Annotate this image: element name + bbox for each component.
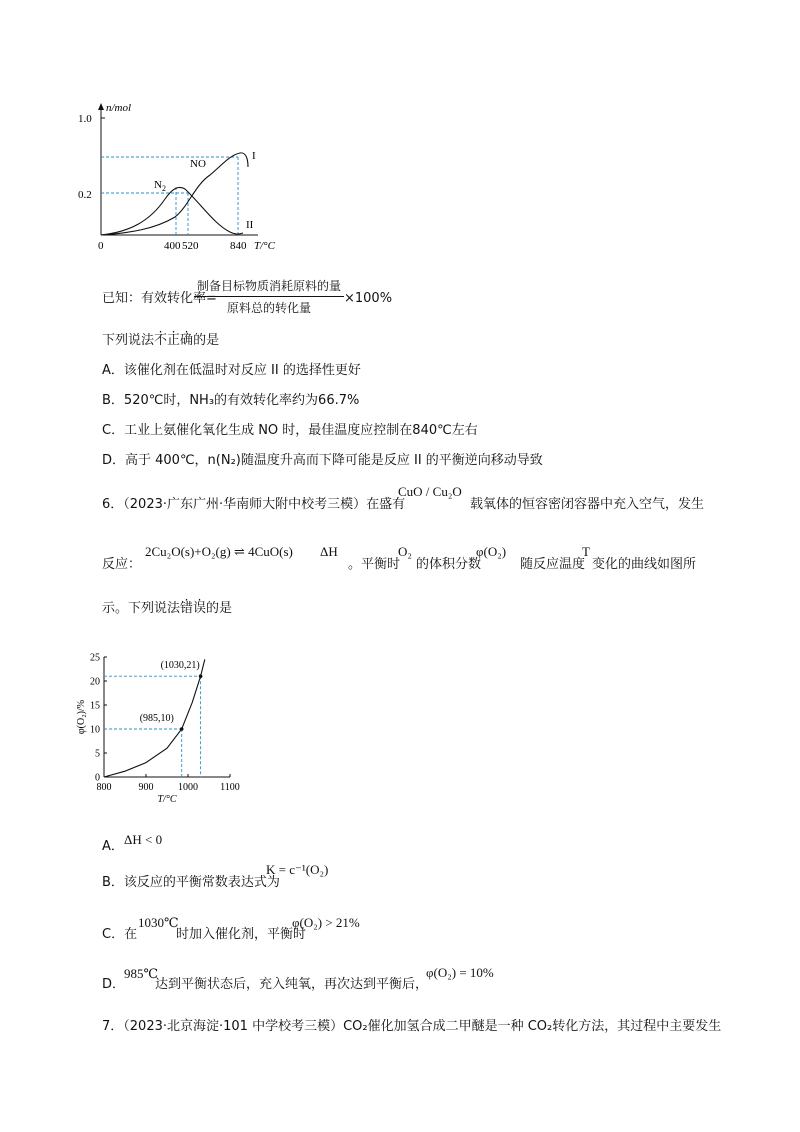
q6-number: 6．	[102, 497, 124, 512]
chart1-label-NO: NO	[190, 158, 206, 170]
chart2-point	[180, 727, 184, 731]
chart2-ytick-label: 15	[90, 700, 100, 712]
chart1-xtick-840: 840	[230, 240, 247, 252]
chart2-ytick-label: 20	[90, 676, 100, 688]
q6-option-d-label: D．	[102, 977, 126, 992]
q6-option-c-temp: 1030℃	[138, 915, 179, 930]
q6-delta-h: ΔH	[320, 544, 338, 559]
chart2-xtick-label: 1100	[220, 782, 240, 793]
known-fraction	[194, 277, 344, 316]
chart2-ytick-label: 5	[95, 748, 100, 760]
q6-equation: 2Cu₂O(s)+O₂(g) ⇌ 4CuO(s)	[145, 544, 293, 559]
chart1-x-label: T/°C	[254, 240, 275, 252]
q6-option-b: B．该反应的平衡常数表达式为	[102, 875, 280, 890]
chart2-ytick-label: 0	[95, 772, 100, 784]
q6-reaction-label: 反应：	[102, 557, 142, 572]
chart1-y-unit: n/mol	[106, 102, 132, 114]
q6-catalyst: CuO / Cu₂O	[398, 484, 462, 499]
emphasis-dot-char: 误	[193, 601, 207, 616]
q6-prompt: 示。下列说法错误的是	[102, 601, 233, 616]
q6-text6: 随反应温度	[520, 557, 586, 572]
emphasis-dot-char: 确	[180, 333, 194, 348]
chart1-label-N2: $N_2$	[154, 179, 166, 193]
chart-phi-o2-vs-temperature	[76, 640, 256, 810]
q5-prompt: 下列说法不正确的是	[102, 333, 220, 348]
chart2-xtick-label: 800	[96, 782, 112, 793]
q5-option-c: C．工业上氨催化氧化生成 NO 时，最佳温度应控制在840℃左右	[102, 423, 478, 438]
q7-number: 7．	[102, 1019, 124, 1034]
q6-phi: φ(O₂)	[476, 544, 507, 559]
known-numerator: 制备目标物质消耗原料的量	[194, 277, 344, 297]
chart2-xtick-label: 1000	[178, 782, 198, 793]
q6-option-a-label: A．	[102, 839, 124, 854]
q6-option-a-math: ΔH < 0	[124, 832, 163, 847]
q6-option-d-text: 达到平衡状态后，充入纯氧，再次达到平衡后，	[155, 977, 429, 992]
chart2-ytick-label: 10	[90, 724, 100, 736]
q6-text4: 。平衡时	[348, 557, 401, 572]
q6-source: （2023·广东广州·华南师大附中校考三模）	[123, 497, 367, 512]
chart2-ytick-label: 25	[90, 652, 100, 664]
chart2-y-label: φ(O₂)/%	[76, 699, 87, 735]
known-prefix: 已知：有效转化率=	[102, 291, 217, 306]
emphasis-dot-char: 正	[167, 333, 181, 348]
q6-option-d-temp: 985℃	[124, 966, 159, 981]
chart1-curve-II-N2	[101, 187, 243, 235]
q5-option-a: A．该催化剂在低温时对反应 II 的选择性更好	[102, 363, 361, 378]
emphasis-dot-char: 错	[180, 601, 194, 616]
chart2-xtick-label: 900	[138, 782, 154, 793]
chart1-ytick-02: 0.2	[78, 189, 92, 201]
chart1-curve-I-NO	[101, 153, 248, 235]
q6-text5: 的体积分数	[416, 557, 482, 572]
chart2-point	[199, 674, 203, 678]
chart1-label-II: II	[246, 219, 254, 231]
q6-option-c-text: 时加入催化剂，平衡时	[176, 927, 307, 942]
q6-line1: 6．（2023·广东广州·华南师大附中校考三模）在盛有	[102, 497, 406, 512]
chart-n-vs-temperature	[70, 95, 275, 255]
q7-text: CO₂催化加氢合成二甲醚是一种 CO₂转化方法，其过程中主要发生	[343, 1019, 722, 1034]
chart2-x-label: T/°C	[157, 794, 177, 805]
chart2-point-label: (1030,21)	[160, 660, 200, 672]
q5-option-b: B．520℃时，NH₃的有效转化率约为66.7%	[102, 393, 360, 408]
q6-option-c-label: C．在	[102, 927, 138, 942]
chart1-ytick-1: 1.0	[78, 113, 92, 125]
q6-option-b-math: K = c⁻¹(O₂)	[266, 862, 329, 877]
q5-option-d: D．高于 400℃，n(N₂)随温度升高而下降可能是反应 II 的平衡逆向移动导致	[102, 453, 543, 468]
q7-source: （2023·北京海淀·101 中学校考三模）	[123, 1019, 344, 1034]
chart1-xtick-520: 520	[182, 240, 199, 252]
q6-text7: 变化的曲线如图所	[592, 557, 697, 572]
known-denominator: 原料总的转化量	[226, 301, 311, 315]
chart1-label-I: I	[252, 150, 256, 162]
q6-option-d-math: φ(O₂) = 10%	[426, 965, 494, 980]
chart1-y-arrow	[98, 103, 104, 110]
q7-line1	[102, 1018, 721, 1036]
q6-o2: O₂	[398, 544, 412, 559]
emphasis-dot-char: 不	[154, 333, 168, 348]
known-suffix: ×100%	[344, 291, 393, 306]
q6-option-c-math: φ(O₂) > 21%	[292, 915, 360, 930]
q6-line1-tail: 载氧体的恒容密闭容器中充入空气，发生	[470, 497, 705, 512]
chart1-xtick-0: 0	[98, 240, 104, 252]
chart2-point-label: (985,10)	[139, 713, 174, 724]
q6-T: T	[582, 544, 590, 559]
chart1-xtick-400: 400	[164, 240, 181, 252]
